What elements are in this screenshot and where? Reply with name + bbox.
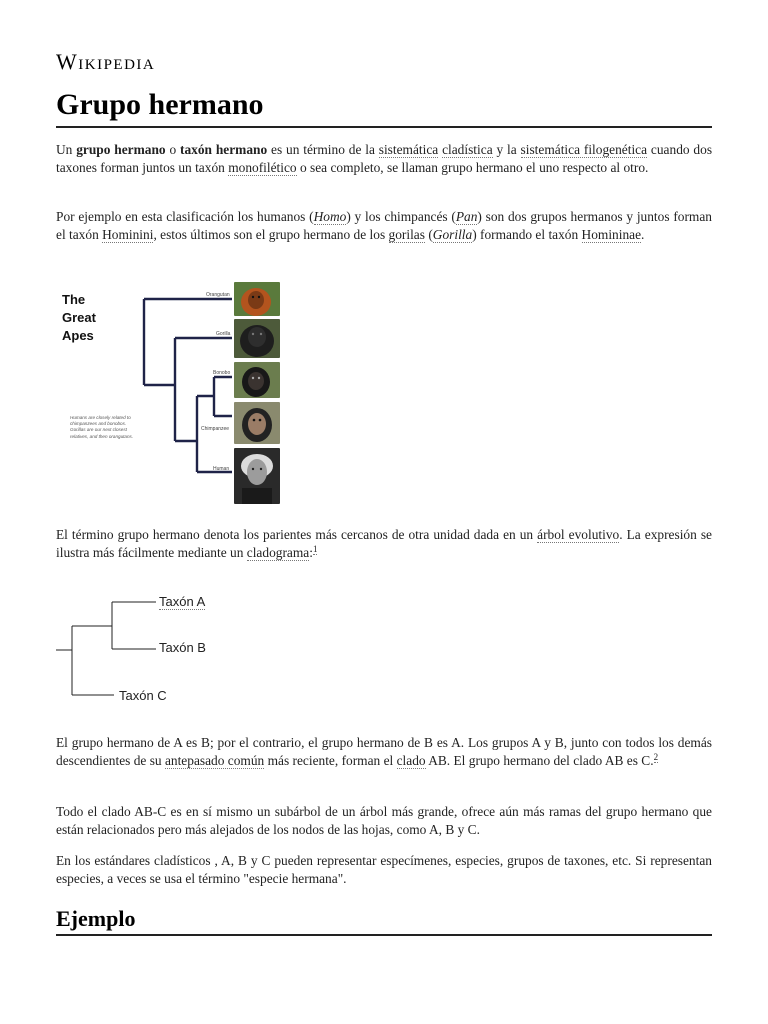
taxon-a-label xyxy=(159,594,205,610)
link-homininae[interactable]: Homininae xyxy=(581,227,642,242)
label-bonobo: Bonobo xyxy=(213,370,231,376)
text-run: : xyxy=(309,545,313,560)
section-heading-ejemplo: Ejemplo xyxy=(56,904,712,936)
great-apes-figure[interactable] xyxy=(56,282,286,504)
link-taxon[interactable]: Taxón A xyxy=(159,594,206,609)
text-run: ) y los chimpancés ( xyxy=(346,209,456,224)
intro-paragraph xyxy=(56,141,712,177)
text-run: Un xyxy=(56,142,77,157)
text-run: . xyxy=(641,227,645,242)
text-run: ( xyxy=(424,227,433,242)
bold-term: grupo hermano xyxy=(76,142,166,157)
bold-term: taxón hermano xyxy=(180,142,268,157)
link-gorilla[interactable]: Gorilla xyxy=(432,227,473,242)
reference-2[interactable]: 2 xyxy=(653,751,659,762)
text-run: AB. El grupo hermano del clado AB es C. xyxy=(425,753,654,768)
example-paragraph xyxy=(56,208,712,244)
figure-title: The Great Apes xyxy=(62,292,96,343)
link-antepasado-comun[interactable]: antepasado común xyxy=(164,753,265,768)
text-run: El grupo hermano de A es B; por el contrario, el grupo hermano de B es A. Los grupos A y B, junto con todos los demás descendientes de su xyxy=(56,735,712,768)
human-photo xyxy=(234,448,280,504)
bonobo-photo xyxy=(234,362,280,398)
link-monofiletico[interactable]: monofilético xyxy=(228,160,297,175)
link-homo[interactable]: Homo xyxy=(313,209,347,224)
taxon-b-label: Taxón B xyxy=(159,640,206,655)
cladogram xyxy=(56,584,316,708)
link-clado[interactable]: clado xyxy=(396,753,426,768)
subtree-paragraph: Todo el clado AB-C es en sí mismo un subárbol de un árbol más grande, ofrece aún más ramas del grupo hermano que están relacionados pero más alejados de los nodos de las hojas, como A, B y C. xyxy=(56,804,712,837)
text-run: Por ejemplo en esta clasificación los humanos ( xyxy=(56,209,314,224)
link-cladistica[interactable]: cladística xyxy=(442,142,493,157)
text-run: y la xyxy=(492,142,521,157)
text-run: , estos últimos son el grupo hermano de los xyxy=(153,227,389,242)
link-pan[interactable]: Pan xyxy=(455,209,478,224)
text-run: es un término de la xyxy=(267,142,379,157)
link-arbol-evolutivo[interactable]: árbol evolutivo xyxy=(537,527,620,542)
figure-note: Humans are closely related to chimpanzees and bonobos. Gorillas are our next closest relatives, and then orangutans. xyxy=(70,415,134,439)
text-run: . La expresión se ilustra más fácilmente mediante un xyxy=(56,527,712,560)
text-run: El término grupo hermano denota los parientes más cercanos de otra unidad dada en un xyxy=(56,527,538,542)
reference-1[interactable]: 1 xyxy=(312,543,318,554)
orangutan-photo xyxy=(234,282,280,316)
sister-group-paragraph xyxy=(56,734,712,770)
standards-paragraph: En los estándares cladísticos , A, B y C pueden representar especímenes, especies, grupos de taxones, etc. Si representan especies, a veces se usa el término "especie hermana". xyxy=(56,853,712,886)
taxon-c-label: Taxón C xyxy=(119,688,167,703)
cladogram-intro-paragraph xyxy=(56,526,712,562)
text-run: o xyxy=(165,142,181,157)
link-gorilas[interactable]: gorilas xyxy=(388,227,425,242)
link-hominini[interactable]: Hominini xyxy=(102,227,154,242)
text-run: cuando dos taxones forman juntos un taxón xyxy=(56,142,713,175)
text-run: más reciente, forman el xyxy=(264,753,397,768)
text-run: ) formando el taxón xyxy=(472,227,582,242)
label-human: Human xyxy=(213,466,230,472)
page-title: Grupo hermano xyxy=(56,86,712,128)
text-run: o sea completo, se llaman grupo hermano el uno respecto al otro. xyxy=(296,160,649,175)
link-sistematica[interactable]: sistemática xyxy=(378,142,439,157)
wikipedia-wordmark[interactable]: Wikipedia xyxy=(56,49,156,74)
label-chimpanzee: Chimpanzee xyxy=(201,426,230,432)
chimpanzee-photo xyxy=(234,402,280,444)
label-gorilla: Gorilla xyxy=(216,331,231,337)
link-sistematica-filogenetica[interactable]: sistemática filogenética xyxy=(520,142,648,157)
gorilla-photo xyxy=(234,319,280,358)
label-orangutan: Orangutan xyxy=(206,292,230,298)
link-cladograma[interactable]: cladograma xyxy=(246,545,310,560)
text-run: ) son dos grupos hermanos y juntos forman el taxón xyxy=(56,209,712,242)
